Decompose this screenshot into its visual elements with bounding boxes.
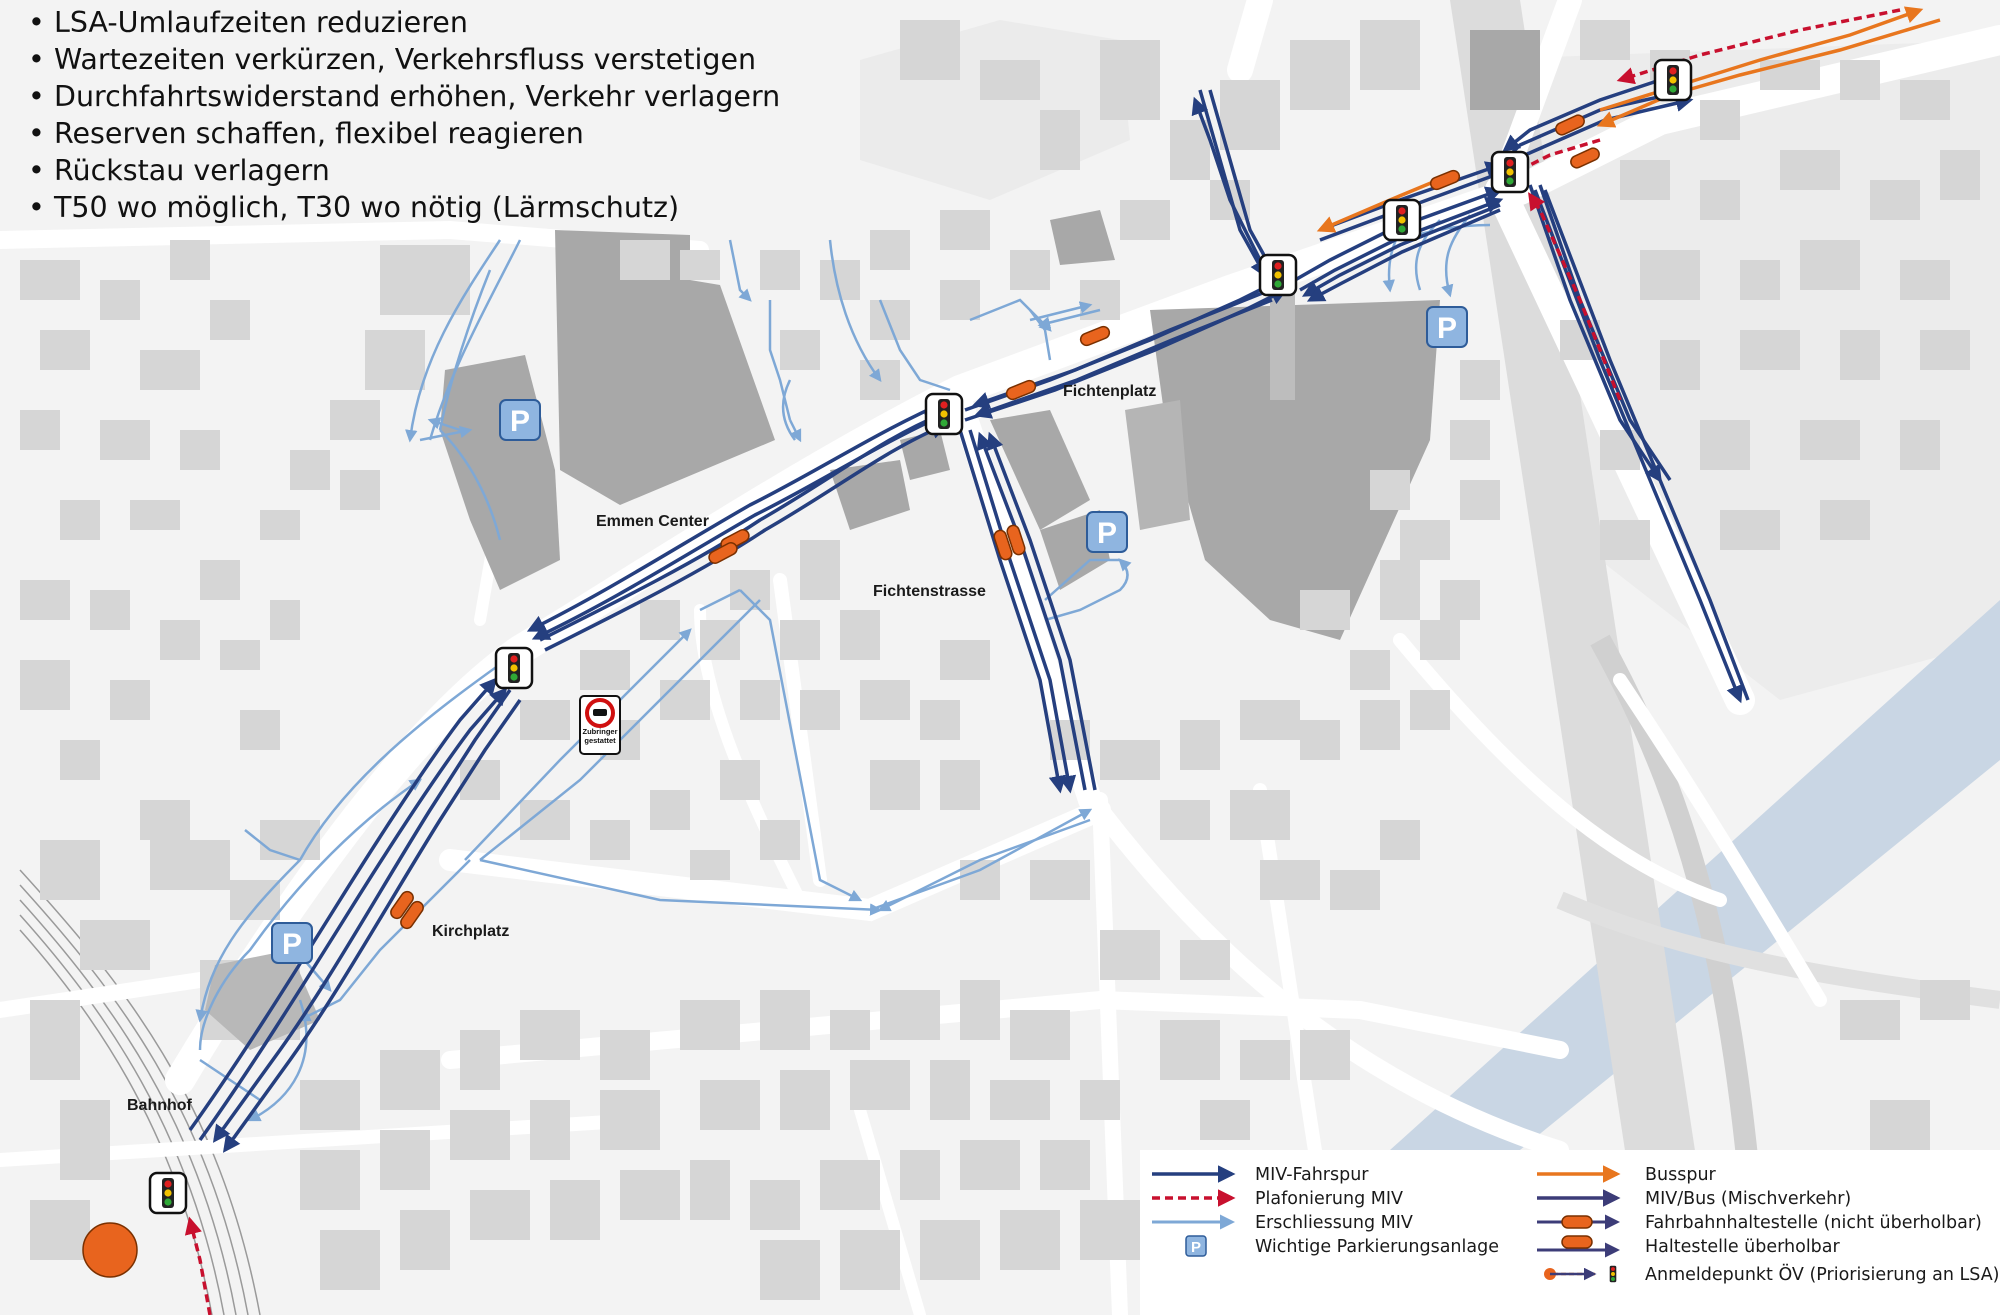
place-label-fichtenplatz: Fichtenplatz <box>1063 383 1157 400</box>
svg-text:P: P <box>1190 1239 1202 1256</box>
svg-text:P: P <box>509 405 531 438</box>
goal-item: • LSA-Umlaufzeiten reduzieren <box>28 4 780 41</box>
place-label-emmen-center: Emmen Center <box>596 513 709 530</box>
no-entry-sign-icon <box>580 696 620 754</box>
traffic-light-icon <box>1260 255 1296 295</box>
parking-icon <box>272 923 312 963</box>
legend-label-plafonierung: Plafonierung MIV <box>1255 1189 1404 1209</box>
goals-list <box>28 4 780 226</box>
parking-icon <box>1087 512 1127 552</box>
goal-item: • Reserven schaffen, flexibel reagieren <box>28 115 780 152</box>
place-label-fichtenstrasse: Fichtenstrasse <box>873 583 986 600</box>
legend-label-miv: MIV-Fahrspur <box>1255 1165 1369 1185</box>
traffic-light-icon <box>150 1173 186 1213</box>
traffic-light-icon <box>1492 152 1528 192</box>
traffic-light-icon <box>1655 60 1691 100</box>
goal-item: • Wartezeiten verkürzen, Verkehrsfluss verstetigen <box>28 41 780 78</box>
legend-label-parkierung: Wichtige Parkierungsanlage <box>1255 1237 1499 1257</box>
place-label-bahnhof: Bahnhof <box>127 1097 192 1114</box>
sign-text-line1: Zubringer <box>582 727 618 736</box>
svg-text:P: P <box>1096 517 1118 550</box>
svg-text:P: P <box>1436 312 1458 345</box>
legend-label-erschliessung: Erschliessung MIV <box>1255 1213 1413 1233</box>
parking-icon <box>1427 307 1467 347</box>
traffic-light-icon <box>496 648 532 688</box>
legend <box>1140 1150 2000 1315</box>
sign-text-line2: gestattet <box>584 736 616 745</box>
goal-item: • Durchfahrtswiderstand erhöhen, Verkehr verlagern <box>28 78 780 115</box>
legend-label-mischverkehr: MIV/Bus (Mischverkehr) <box>1645 1189 1852 1209</box>
bus-stop-icon <box>1562 1216 1592 1228</box>
legend-label-haltestelle-ueberholbar: Haltestelle überholbar <box>1645 1237 1840 1257</box>
traffic-light-icon <box>1610 1266 1617 1283</box>
legend-label-anmeldepunkt: Anmeldepunkt ÖV (Priorisierung an LSA) <box>1645 1265 2000 1285</box>
legend-label-haltestelle-nicht: Fahrbahnhaltestelle (nicht überholbar) <box>1645 1213 1982 1233</box>
parking-icon <box>1186 1236 1206 1256</box>
traffic-light-icon <box>926 394 962 434</box>
place-label-kirchplatz: Kirchplatz <box>432 923 510 940</box>
legend-label-busspur: Busspur <box>1645 1165 1716 1185</box>
bus-stop-icon <box>1562 1236 1592 1248</box>
goal-item: • Rückstau verlagern <box>28 152 780 189</box>
traffic-light-icon <box>1384 200 1420 240</box>
anmeldepunkt-marker <box>83 1223 137 1277</box>
goal-item: • T50 wo möglich, T30 wo nötig (Lärmschutz) <box>28 189 780 226</box>
parking-icon <box>500 400 540 440</box>
svg-text:P: P <box>281 928 303 961</box>
